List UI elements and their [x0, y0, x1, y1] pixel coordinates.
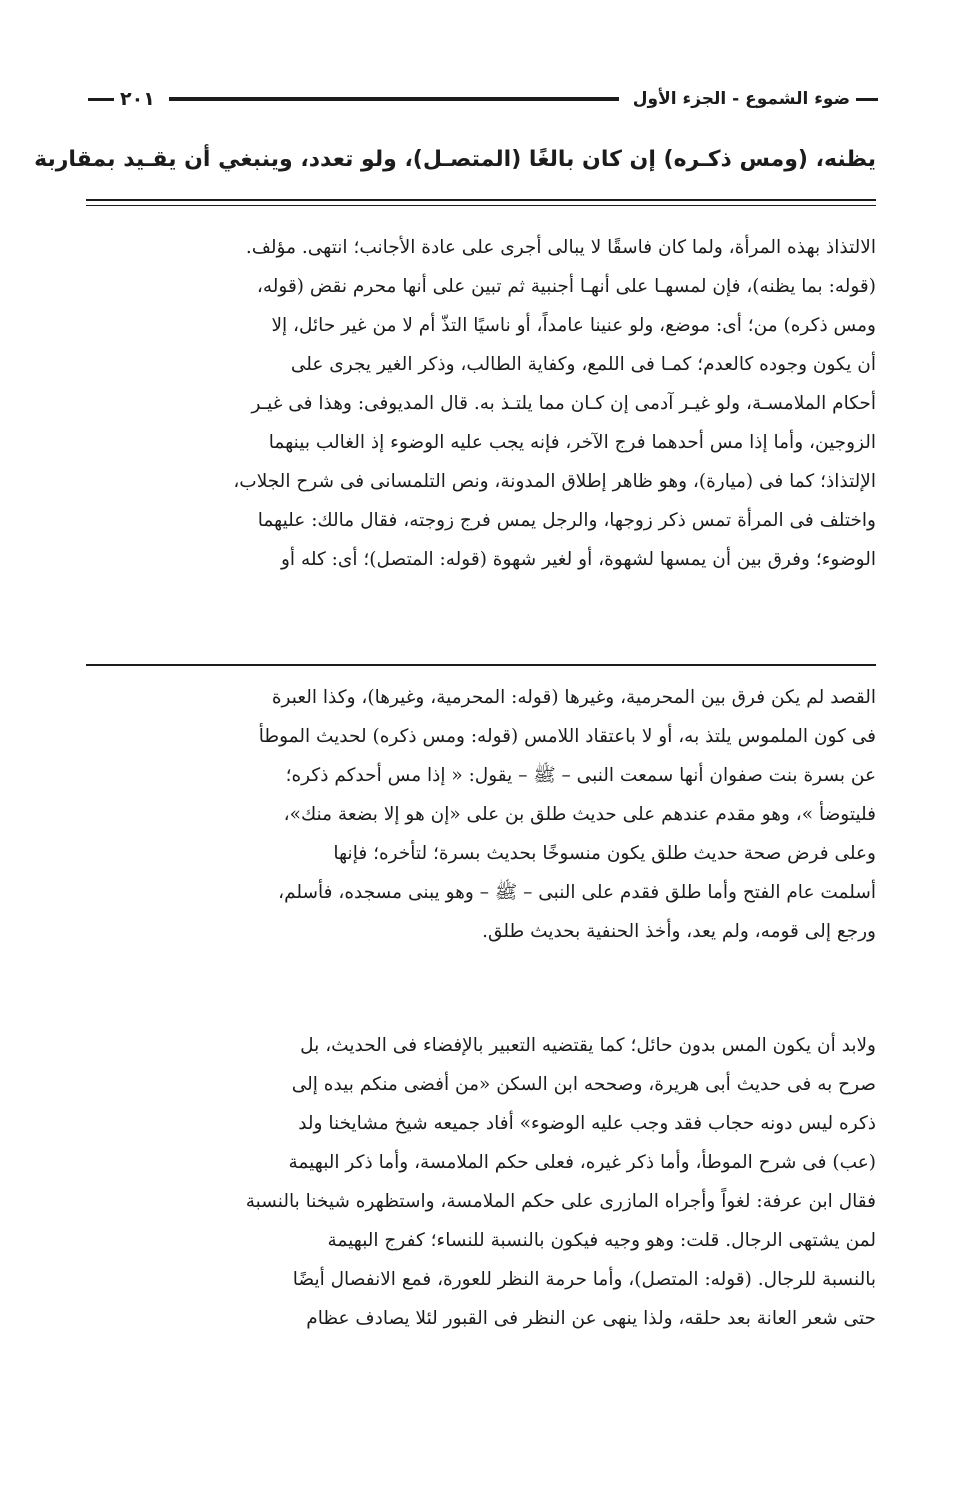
commentary-section-2: [86, 678, 876, 951]
text-line: ورجع إلى قومه، ولم يعد، وأخذ الحنفية بحديث طلق.: [482, 921, 876, 942]
text-line: عن بسرة بنت صفوان أنها سمعت النبى – ﷺ – يقول: « إذا مس أحدكم ذكره؛: [285, 765, 876, 786]
commentary-section-3: [86, 1026, 876, 1338]
header-dash-left: [88, 98, 114, 101]
running-header: [88, 84, 878, 114]
text-line: القصد لم يكن فرق بين المحرمية، وغيرها (قوله: المحرمية، وغيرها)، وكذا العبرة: [271, 687, 876, 708]
text-line: الإلتذاذ؛ كما فى (ميارة)، وهو ظاهر إطلاق المدونة، ونص التلمسانى فى شرح الجلاب،: [233, 471, 876, 492]
text-line: ذكره ليس دونه حجاب فقد وجب عليه الوضوء» أفاد جميعه شيخ مشايخنا ولد: [298, 1113, 876, 1134]
text-line: الزوجين، وأما إذا مس أحدهما فرج الآخر، فإنه يجب عليه الوضوء إذ الغالب بينهما: [268, 432, 876, 453]
text-line: أحكام الملامسـة، ولو غيـر آدمى إن كـان مما يلتـذ به. قال المديوفى: وهذا فى غيـر: [251, 393, 876, 414]
double-rule-bottom: [86, 205, 876, 206]
section-divider: [86, 664, 876, 666]
text-line: وعلى فرض صحة حديث طلق يكون منسوخًا بحديث بسرة؛ لتأخره؛ فإنها: [333, 843, 876, 864]
page-number: ٢٠١: [120, 88, 155, 110]
text-line: فقال ابن عرفة: لغواً وأجراه المازرى على حكم الملامسة، واستظهره شيخنا بالنسبة: [245, 1191, 876, 1212]
text-line: (عب) فى شرح الموطأ، وأما ذكر غيره، فعلى حكم الملامسة، وأما ذكر البهيمة: [288, 1152, 876, 1173]
text-line: (قوله: بما يظنه)، فإن لمسهـا على أنهـا أجنبية ثم تبين على أنها محرم نقض (قوله،: [256, 276, 876, 297]
text-line: بالنسبة للرجال. (قوله: المتصل)، وأما حرمة النظر للعورة، فمع الانفصال أيضًا: [292, 1269, 876, 1290]
text-line: ولابد أن يكون المس بدون حائل؛ كما يقتضيه التعبير بالإفضاء فى الحديث، بل: [300, 1035, 876, 1056]
text-line: حتى شعر العانة بعد حلقه، ولذا ينهى عن النظر فى القبور لئلا يصادف عظام: [306, 1308, 876, 1329]
text-line: الالتذاذ بهذه المرأة، ولما كان فاسقًا لا يبالى أجرى على عادة الأجانب؛ انتهى. مؤلف.: [245, 237, 876, 258]
header-dash-right: [856, 98, 878, 101]
matn-line: يظنه، (ومس ذكـره) إن كان بالغًا (المتصـل)، ولو تعدد، وينبغي أن يقـيد بمقاربة: [34, 147, 876, 172]
text-line: صرح به فى حديث أبى هريرة، وصححه ابن السكن «من أفضى منكم بيده إلى: [291, 1074, 876, 1095]
commentary-section-1: [86, 228, 876, 579]
text-line: ومس ذكره) من؛ أى: موضع، ولو عنينا عامداً، أو ناسيًا التذّ أم لا من غير حائل، إلا: [271, 315, 876, 336]
text-line: واختلف فى المرأة تمس ذكر زوجها، والرجل يمس فرج زوجته، فقال مالك: عليهما: [257, 510, 876, 531]
text-line: أسلمت عام الفتح وأما طلق فقدم على النبى – ﷺ – وهو يبنى مسجده، فأسلم،: [278, 882, 876, 903]
text-line: فليتوضأ »، وهو مقدم عندهم على حديث طلق بن على «إن هو إلا بضعة منك»،: [283, 804, 876, 825]
double-rule-top: [86, 199, 876, 201]
text-line: لمن يشتهى الرجال. قلت: وهو وجيه فيكون بالنسبة للنساء؛ كفرج البهيمة: [327, 1230, 876, 1251]
text-line: أن يكون وجوده كالعدم؛ كمـا فى اللمع، وكفاية الطالب، وذكر الغير يجرى على: [290, 354, 876, 375]
text-line: الوضوء؛ وفرق بين أن يمسها لشهوة، أو لغير شهوة (قوله: المتصل)؛ أى: كله أو: [281, 549, 876, 570]
header-rule: [169, 97, 619, 101]
header-title: ضوء الشموع - الجزء الأول: [632, 89, 850, 109]
text-line: فى كون الملموس يلتذ به، أو لا باعتقاد اللامس (قوله: ومس ذكره) لحديث الموطأ: [258, 726, 876, 747]
